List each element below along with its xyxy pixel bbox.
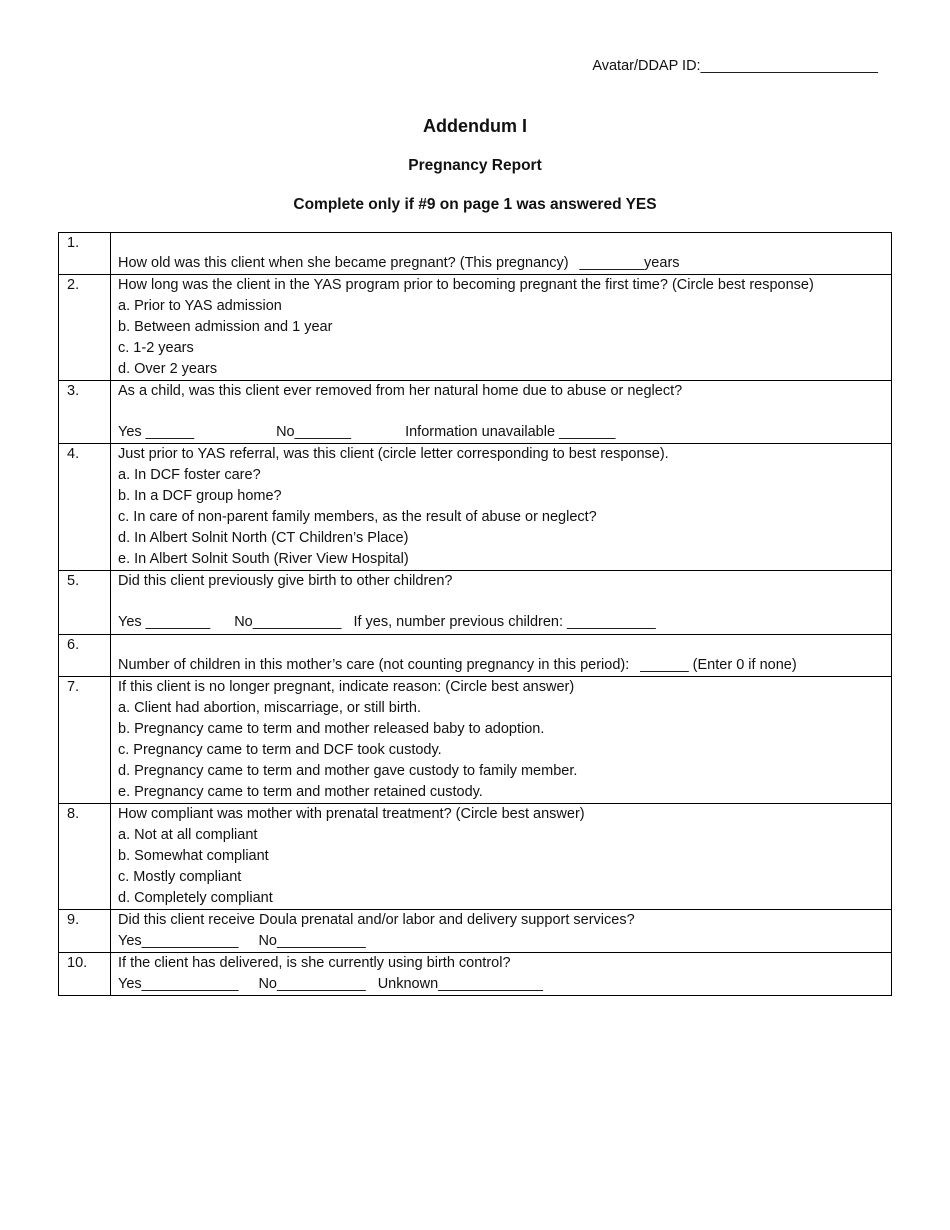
- id-blank[interactable]: ______________________: [700, 58, 878, 74]
- option-item[interactable]: a. Client had abortion, miscarriage, or still birth.: [118, 700, 422, 716]
- option-item[interactable]: b. Pregnancy came to term and mother released baby to adoption.: [118, 721, 545, 737]
- question-text: Did this client receive Doula prenatal and/or labor and delivery support services?: [118, 912, 635, 928]
- question-number: 3.: [67, 383, 80, 399]
- question-number: 4.: [67, 446, 80, 462]
- answer-blank[interactable]: ______ (Enter 0 if none): [640, 657, 797, 673]
- answer-yes[interactable]: Yes ________: [118, 614, 211, 630]
- question-text: How old was this client when she became pregnant? (This pregnancy): [118, 255, 569, 271]
- question-row-10: [59, 953, 892, 996]
- question-number: 2.: [67, 277, 80, 293]
- question-row-9: [59, 910, 892, 953]
- answer-unknown[interactable]: Unknown_____________: [377, 976, 543, 992]
- option-item[interactable]: b. Between admission and 1 year: [118, 319, 333, 335]
- question-row-6: [59, 635, 892, 677]
- question-row-1: [59, 233, 892, 275]
- page-title: Addendum I: [423, 116, 527, 136]
- option-item[interactable]: d. Over 2 years: [118, 361, 218, 377]
- question-row-7: [59, 677, 892, 804]
- question-number: 7.: [67, 679, 80, 695]
- option-item[interactable]: e. Pregnancy came to term and mother retained custody.: [118, 784, 483, 800]
- option-item[interactable]: a. Not at all compliant: [118, 827, 258, 843]
- question-text: If this client is no longer pregnant, indicate reason: (Circle best answer): [118, 679, 575, 695]
- pregnancy-report-table: [58, 232, 892, 996]
- answer-yes[interactable]: Yes ______: [118, 424, 195, 440]
- option-item[interactable]: a. Prior to YAS admission: [118, 298, 282, 314]
- question-text: Did this client previously give birth to other children?: [118, 573, 453, 589]
- question-number: 6.: [67, 637, 80, 653]
- question-row-2: [59, 275, 892, 381]
- page-subtitle: Pregnancy Report: [408, 157, 542, 174]
- option-item[interactable]: b. In a DCF group home?: [118, 488, 282, 504]
- question-row-5: [59, 571, 892, 635]
- option-item[interactable]: d. In Albert Solnit North (CT Children’s Place): [118, 530, 409, 546]
- instruction-text: Complete only if #9 on page 1 was answered YES: [293, 196, 657, 213]
- answer-yes[interactable]: Yes____________: [118, 933, 239, 949]
- question-number: 9.: [67, 912, 80, 928]
- option-item[interactable]: d. Completely compliant: [118, 890, 273, 906]
- question-number: 5.: [67, 573, 80, 589]
- option-item[interactable]: c. Mostly compliant: [118, 869, 242, 885]
- option-item[interactable]: c. Pregnancy came to term and DCF took custody.: [118, 742, 442, 758]
- question-text: How compliant was mother with prenatal treatment? (Circle best answer): [118, 806, 585, 822]
- question-number: 8.: [67, 806, 80, 822]
- option-item[interactable]: e. In Albert Solnit South (River View Hospital): [118, 551, 409, 567]
- question-number: 10.: [67, 955, 88, 971]
- question-text: How long was the client in the YAS program prior to becoming pregnant the first time? (Circle best response): [118, 277, 814, 293]
- option-item[interactable]: d. Pregnancy came to term and mother gave custody to family member.: [118, 763, 578, 779]
- question-row-4: [59, 444, 892, 571]
- answer-count[interactable]: If yes, number previous children: ___________: [353, 614, 656, 630]
- answer-no[interactable]: No___________: [258, 933, 366, 949]
- question-text: Number of children in this mother’s care (not counting pregnancy in this period):: [118, 657, 630, 673]
- answer-blank[interactable]: ________years: [579, 255, 680, 271]
- option-item[interactable]: c. In care of non-parent family members, as the result of abuse or neglect?: [118, 509, 597, 525]
- question-text: Just prior to YAS referral, was this client (circle letter corresponding to best response).: [118, 446, 669, 462]
- question-text: If the client has delivered, is she currently using birth control?: [118, 955, 511, 971]
- question-number: 1.: [67, 235, 80, 251]
- answer-no[interactable]: No_______: [276, 424, 352, 440]
- answer-no[interactable]: No___________: [258, 976, 366, 992]
- question-row-8: [59, 804, 892, 910]
- answer-yes[interactable]: Yes____________: [118, 976, 239, 992]
- option-item[interactable]: c. 1-2 years: [118, 340, 194, 356]
- option-item[interactable]: a. In DCF foster care?: [118, 467, 261, 483]
- question-row-3: [59, 381, 892, 444]
- option-item[interactable]: b. Somewhat compliant: [118, 848, 269, 864]
- question-text: As a child, was this client ever removed from her natural home due to abuse or neglect?: [118, 383, 683, 399]
- answer-unavailable[interactable]: Information unavailable _______: [405, 424, 616, 440]
- answer-no[interactable]: No___________: [234, 614, 342, 630]
- id-label: Avatar/DDAP ID:: [592, 58, 701, 74]
- avatar-ddap-id-field[interactable]: [592, 58, 878, 74]
